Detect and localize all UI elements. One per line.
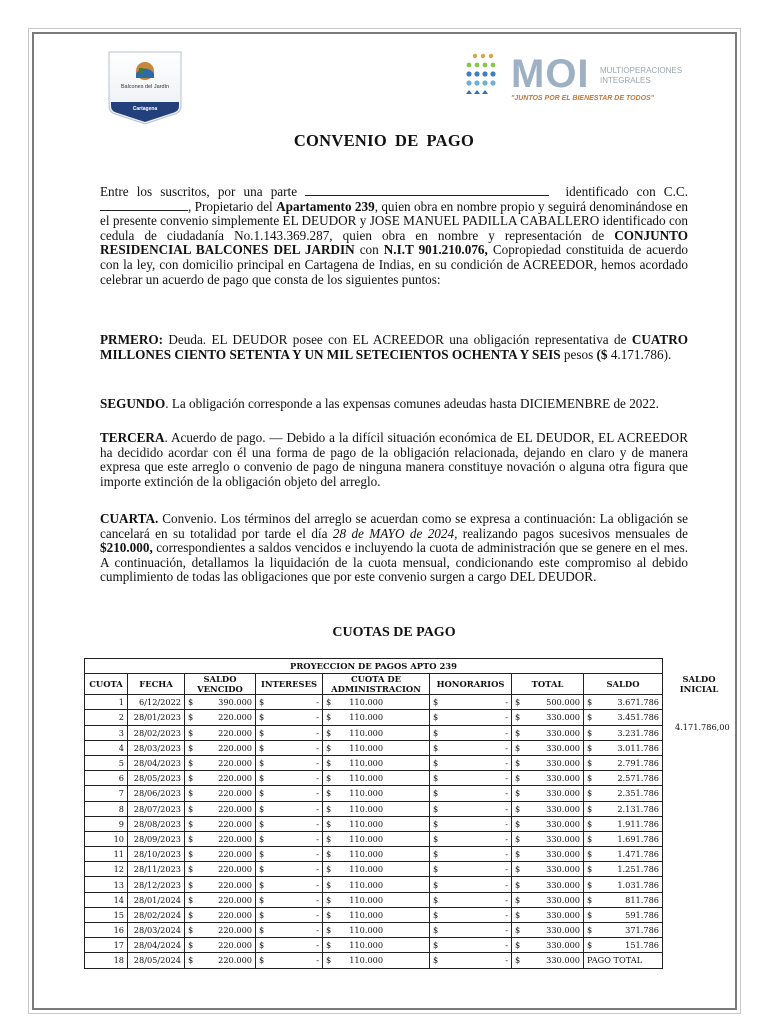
cuota-number: 17 — [85, 938, 128, 953]
intereses-cell: $ - — [256, 695, 323, 710]
honorarios-cell: $ - — [430, 786, 512, 801]
honorarios-cell: $ - — [430, 907, 512, 922]
saldo-cell: $ 2.791.786 — [584, 755, 663, 770]
saldo-vencido-cell: $ 220.000 — [185, 816, 256, 831]
cuota-admin-cell: $ 110.000 — [323, 740, 430, 755]
col-saldo-vencido: SALDO VENCIDO — [185, 674, 256, 695]
fecha-cell: 28/06/2023 — [128, 786, 185, 801]
intereses-cell: $ - — [256, 740, 323, 755]
projection-title: PROYECCION DE PAGOS APTO 239 — [85, 659, 663, 674]
saldo-cell: $ 1.471.786 — [584, 847, 663, 862]
total-cell: $ 330.000 — [512, 831, 584, 846]
cuota-number: 16 — [85, 923, 128, 938]
table-row — [85, 923, 663, 938]
intereses-cell: $ - — [256, 877, 323, 892]
fecha-cell: 28/05/2023 — [128, 771, 185, 786]
col-fecha: FECHA — [128, 674, 185, 695]
intereses-cell: $ - — [256, 710, 323, 725]
saldo-cell: $ 3.011.786 — [584, 740, 663, 755]
total-cell: $ 330.000 — [512, 816, 584, 831]
name-blank — [305, 185, 549, 196]
honorarios-cell: $ - — [430, 740, 512, 755]
col-total: TOTAL — [512, 674, 584, 695]
saldo-vencido-cell: $ 220.000 — [185, 771, 256, 786]
cuota-admin-cell: $ 110.000 — [323, 725, 430, 740]
honorarios-cell: $ - — [430, 695, 512, 710]
intereses-cell: $ - — [256, 907, 323, 922]
table-row — [85, 801, 663, 816]
cuota-number: 7 — [85, 786, 128, 801]
cuota-admin-cell: $ 110.000 — [323, 816, 430, 831]
moi-slogan: "JUNTOS POR EL BIENESTAR DE TODOS" — [511, 95, 655, 102]
saldo-vencido-cell: $ 220.000 — [185, 755, 256, 770]
saldo-cell: $ 1.691.786 — [584, 831, 663, 846]
cuota-number: 10 — [85, 831, 128, 846]
table-row — [85, 938, 663, 953]
honorarios-cell: $ - — [430, 755, 512, 770]
saldo-vencido-cell: $ 220.000 — [185, 953, 256, 968]
honorarios-cell: $ - — [430, 892, 512, 907]
moi-subtitle: MULTIOPERACIONES INTEGRALES — [600, 66, 683, 85]
intereses-cell: $ - — [256, 862, 323, 877]
moi-logo — [463, 52, 693, 108]
cuota-number: 1 — [85, 695, 128, 710]
total-cell: $ 330.000 — [512, 953, 584, 968]
table-row — [85, 755, 663, 770]
saldo-cell: $ 1.251.786 — [584, 862, 663, 877]
saldo-vencido-cell: $ 220.000 — [185, 740, 256, 755]
total-cell: $ 330.000 — [512, 771, 584, 786]
cuota-admin-cell: $ 110.000 — [323, 862, 430, 877]
cuota-admin-cell: $ 110.000 — [323, 771, 430, 786]
total-cell: $ 500.000 — [512, 695, 584, 710]
intereses-cell: $ - — [256, 755, 323, 770]
cuota-admin-cell: $ 110.000 — [323, 755, 430, 770]
total-cell: $ 330.000 — [512, 740, 584, 755]
total-cell: $ 330.000 — [512, 755, 584, 770]
fecha-cell: 28/04/2024 — [128, 938, 185, 953]
fecha-cell: 28/09/2023 — [128, 831, 185, 846]
honorarios-cell: $ - — [430, 710, 512, 725]
balcones-del-jardin-logo — [105, 50, 185, 126]
total-cell: $ 330.000 — [512, 862, 584, 877]
total-cell: $ 330.000 — [512, 892, 584, 907]
honorarios-cell: $ - — [430, 725, 512, 740]
cuota-admin-cell: $ 110.000 — [323, 877, 430, 892]
cuota-admin-cell: $ 110.000 — [323, 923, 430, 938]
cuota-number: 2 — [85, 710, 128, 725]
cuota-admin-cell: $ 110.000 — [323, 786, 430, 801]
cuota-admin-cell: $ 110.000 — [323, 953, 430, 968]
table-row — [85, 907, 663, 922]
cuota-number: 13 — [85, 877, 128, 892]
col-cuota-admin: CUOTA DE ADMINISTRACION — [323, 674, 430, 695]
intereses-cell: $ - — [256, 938, 323, 953]
total-cell: $ 330.000 — [512, 923, 584, 938]
intereses-cell: $ - — [256, 847, 323, 862]
cuota-number: 9 — [85, 816, 128, 831]
saldo-vencido-cell: $ 220.000 — [185, 710, 256, 725]
table-row — [85, 771, 663, 786]
honorarios-cell: $ - — [430, 862, 512, 877]
col-honorarios: HONORARIOS — [430, 674, 512, 695]
saldo-vencido-cell: $ 220.000 — [185, 892, 256, 907]
total-cell: $ 330.000 — [512, 877, 584, 892]
document-title: CONVENIO DE PAGO — [293, 131, 475, 150]
total-cell: $ 330.000 — [512, 786, 584, 801]
cuota-number: 12 — [85, 862, 128, 877]
fecha-cell: 28/02/2024 — [128, 907, 185, 922]
cc-blank — [100, 200, 188, 211]
saldo-vencido-cell: $ 220.000 — [185, 877, 256, 892]
table-row — [85, 847, 663, 862]
intereses-cell: $ - — [256, 771, 323, 786]
saldo-vencido-cell: $ 220.000 — [185, 725, 256, 740]
cuota-admin-cell: $ 110.000 — [323, 710, 430, 725]
saldo-cell: $ 2.131.786 — [584, 801, 663, 816]
total-cell: $ 330.000 — [512, 938, 584, 953]
table-row — [85, 892, 663, 907]
cuota-number: 11 — [85, 847, 128, 862]
honorarios-cell: $ - — [430, 847, 512, 862]
dots-grid-icon — [463, 52, 503, 104]
table-row — [85, 831, 663, 846]
cuota-number: 4 — [85, 740, 128, 755]
cuota-number: 6 — [85, 771, 128, 786]
honorarios-cell: $ - — [430, 831, 512, 846]
cuota-admin-cell: $ 110.000 — [323, 847, 430, 862]
table-row — [85, 862, 663, 877]
saldo-cell: $ 3.231.786 — [584, 725, 663, 740]
honorarios-cell: $ - — [430, 801, 512, 816]
table-row — [85, 710, 663, 725]
table-row — [85, 695, 663, 710]
fecha-cell: 28/11/2023 — [128, 862, 185, 877]
honorarios-cell: $ - — [430, 771, 512, 786]
clause-tercera: TERCERA. Acuerdo de pago. — Debido a la difícil situación económica de EL DEUDOR, EL ACREEDOR ha decidido acordar con él una forma de pago de la obligación relacionada, dejando en claro y de manera expresa que este arreglo o convenio de pago de ninguna manera constituye novación o alguna otra figura que importe extinción de la obligación objeto del arreglo. — [100, 430, 688, 489]
saldo-cell: $ 151.786 — [584, 938, 663, 953]
clause-cuarta: CUARTA. Convenio. Los términos del arreglo se acuerdan como se expresa a continuación: La obligación se cancelará en su totalidad por tarde el día 28 de MAYO de 2024, realizando pagos sucesivos mensuales de $210.000, correspondientes a saldos vencidos e incluyendo la cuota de administración que se genere en el mes. A continuación, detallamos la liquidación de la cuota mensual, condicionando este compromiso al debido cumplimiento de todas las obligaciones que por este convenio surgen a cargo DEL DEUDOR. — [100, 511, 689, 585]
intro-paragraph: Entre los suscritos, por una parte identificado con C.C. , Propietario del Apartamento 239, quien obra en nombre propio y seguirá denominándose en el presente convenio simplemente EL DEUDOR y JOSE MANUEL PADILLA CABALLERO identificado con cedula de ciudadanía No.1.143.369.287, quien obra en nombre y representación de CONJUNTO RESIDENCIAL BALCONES DEL JARDIN con N.I.T 901.210.076, Copropiedad constituida de acuerdo con la ley, con domicilio principal en Cartagena de Indias, en su condición de ACREEDOR, hemos acordado celebrar un acuerdo de pago que consta de los siguientes puntos: — [100, 184, 689, 287]
saldo-vencido-cell: $ 390.000 — [185, 695, 256, 710]
fecha-cell: 28/05/2024 — [128, 953, 185, 968]
saldo-cell: PAGO TOTAL — [584, 953, 663, 968]
fecha-cell: 28/03/2023 — [128, 740, 185, 755]
cuota-admin-cell: $ 110.000 — [323, 892, 430, 907]
saldo-vencido-cell: $ 220.000 — [185, 907, 256, 922]
saldo-cell: $ 2.351.786 — [584, 786, 663, 801]
table-row — [85, 877, 663, 892]
saldo-cell: $ 3.451.786 — [584, 710, 663, 725]
fecha-cell: 28/12/2023 — [128, 877, 185, 892]
saldo-inicial-value: 4.171.786,00 — [675, 722, 730, 732]
moi-brand: MOI — [511, 52, 590, 96]
fecha-cell: 28/08/2023 — [128, 816, 185, 831]
intereses-cell: $ - — [256, 953, 323, 968]
schedule-rows — [85, 695, 663, 968]
cuota-admin-cell: $ 110.000 — [323, 831, 430, 846]
saldo-vencido-cell: $ 220.000 — [185, 801, 256, 816]
intereses-cell: $ - — [256, 892, 323, 907]
intereses-cell: $ - — [256, 786, 323, 801]
saldo-vencido-cell: $ 220.000 — [185, 862, 256, 877]
fecha-cell: 28/10/2023 — [128, 847, 185, 862]
saldo-vencido-cell: $ 220.000 — [185, 923, 256, 938]
saldo-cell: $ 811.786 — [584, 892, 663, 907]
total-cell: $ 330.000 — [512, 847, 584, 862]
honorarios-cell: $ - — [430, 877, 512, 892]
cuota-number: 15 — [85, 907, 128, 922]
payment-schedule-table — [84, 658, 663, 969]
saldo-inicial-header: SALDO INICIAL — [679, 674, 719, 694]
fecha-cell: 28/07/2023 — [128, 801, 185, 816]
table-row — [85, 786, 663, 801]
total-cell: $ 330.000 — [512, 725, 584, 740]
intereses-cell: $ - — [256, 816, 323, 831]
svg-text:Cartagena: Cartagena — [132, 106, 158, 112]
fecha-cell: 28/01/2024 — [128, 892, 185, 907]
cuota-number: 14 — [85, 892, 128, 907]
honorarios-cell: $ - — [430, 953, 512, 968]
honorarios-cell: $ - — [430, 938, 512, 953]
saldo-cell: $ 1.911.786 — [584, 816, 663, 831]
saldo-cell: $ 591.786 — [584, 907, 663, 922]
table-row — [85, 740, 663, 755]
cuota-number: 8 — [85, 801, 128, 816]
total-cell: $ 330.000 — [512, 710, 584, 725]
saldo-cell: $ 1.031.786 — [584, 877, 663, 892]
fecha-cell: 28/04/2023 — [128, 755, 185, 770]
saldo-cell: $ 371.786 — [584, 923, 663, 938]
honorarios-cell: $ - — [430, 816, 512, 831]
intereses-cell: $ - — [256, 725, 323, 740]
cuotas-title: CUOTAS DE PAGO — [332, 625, 456, 640]
honorarios-cell: $ - — [430, 923, 512, 938]
clause-primero: PRMERO: Deuda. EL DEUDOR posee con EL ACREEDOR una obligación representativa de CUATRO MILLONES CIENTO SETENTA Y UN MIL SETECIENTOS OCHENTA Y SEIS pesos ($ 4.171.786). — [100, 332, 689, 362]
col-intereses: INTERESES — [256, 674, 323, 695]
table-row — [85, 725, 663, 740]
cuota-number: 18 — [85, 953, 128, 968]
total-cell: $ 330.000 — [512, 801, 584, 816]
total-cell: $ 330.000 — [512, 907, 584, 922]
saldo-vencido-cell: $ 220.000 — [185, 831, 256, 846]
saldo-vencido-cell: $ 220.000 — [185, 847, 256, 862]
table-row — [85, 953, 663, 968]
fecha-cell: 28/02/2023 — [128, 725, 185, 740]
cuota-admin-cell: $ 110.000 — [323, 695, 430, 710]
cuota-admin-cell: $ 110.000 — [323, 938, 430, 953]
saldo-vencido-cell: $ 220.000 — [185, 938, 256, 953]
col-cuota: CUOTA — [85, 674, 128, 695]
intereses-cell: $ - — [256, 831, 323, 846]
fecha-cell: 6/12/2022 — [128, 695, 185, 710]
col-saldo: SALDO — [584, 674, 663, 695]
cuota-admin-cell: $ 110.000 — [323, 801, 430, 816]
saldo-cell: $ 3.671.786 — [584, 695, 663, 710]
cuota-number: 3 — [85, 725, 128, 740]
saldo-vencido-cell: $ 220.000 — [185, 786, 256, 801]
intereses-cell: $ - — [256, 801, 323, 816]
cuota-number: 5 — [85, 755, 128, 770]
table-row — [85, 816, 663, 831]
fecha-cell: 28/01/2023 — [128, 710, 185, 725]
clause-segundo: SEGUNDO. La obligación corresponde a las expensas comunes adeudas hasta DICIEMENBRE de 2022. — [100, 396, 659, 411]
saldo-cell: $ 2.571.786 — [584, 771, 663, 786]
fecha-cell: 28/03/2024 — [128, 923, 185, 938]
intereses-cell: $ - — [256, 923, 323, 938]
svg-text:Balcones del Jardín: Balcones del Jardín — [120, 84, 170, 90]
cuota-admin-cell: $ 110.000 — [323, 907, 430, 922]
